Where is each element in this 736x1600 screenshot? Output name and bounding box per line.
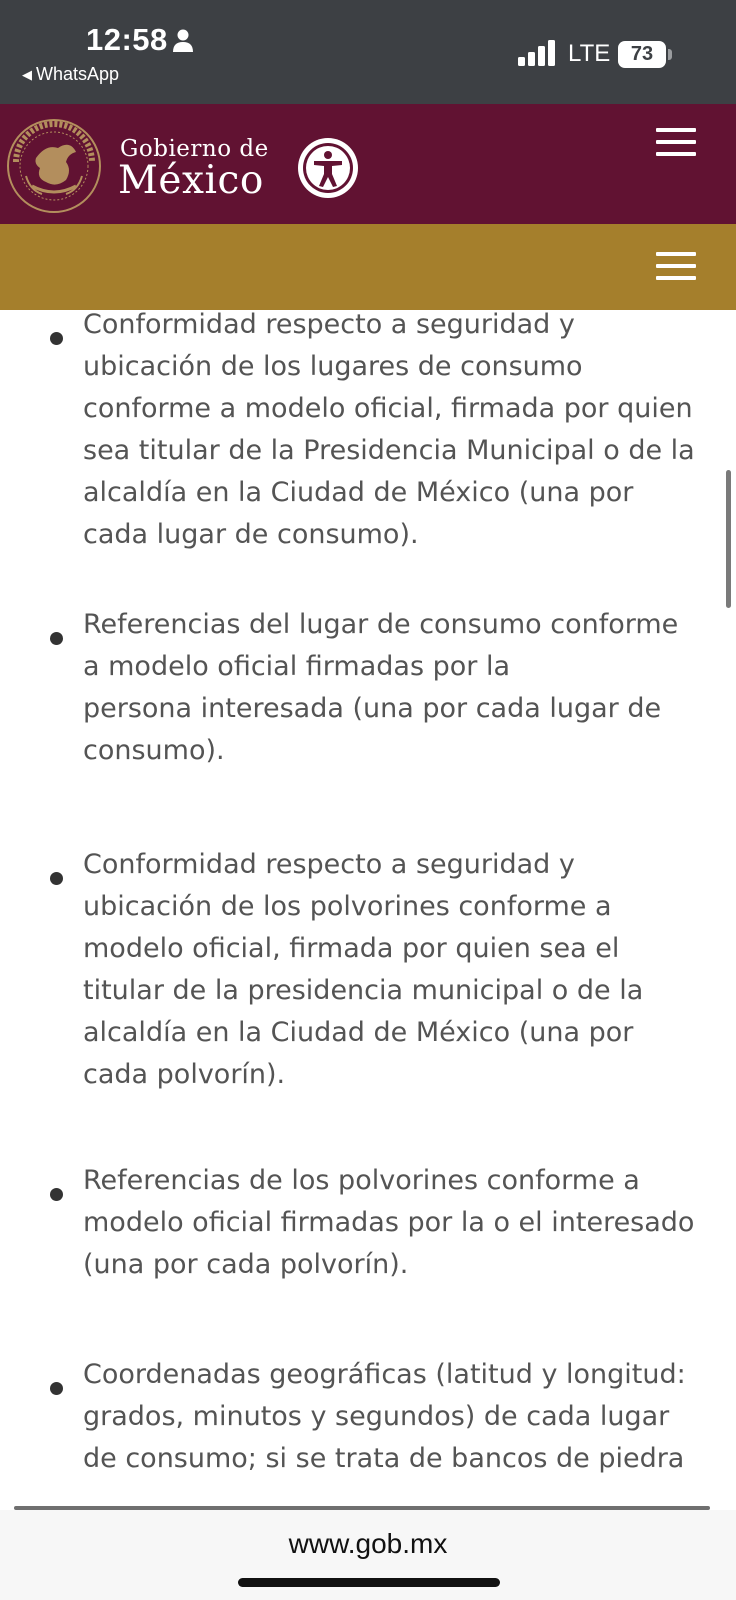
list-item-text: Conformidad respecto a seguridad y ubicación de los polvorines conforme a modelo oficial, firmada por quien sea el titular de la presidencia municipal o de la alcaldía en la Ciudad de México (una por cada polvorín). xyxy=(83,849,644,1090)
network-type: LTE xyxy=(568,40,611,67)
toolbar-handle[interactable] xyxy=(14,1506,710,1510)
hamburger-line xyxy=(656,128,696,132)
accessibility-icon[interactable] xyxy=(296,136,360,200)
list-item-text: Conformidad respecto a seguridad y ubicación de los lugares de consumo conforme a modelo oficial, firmada por quien sea titular de la Presidencia Municipal o de la alcaldía en la Ciudad de México (una por cada lugar de consumo). xyxy=(83,310,695,550)
hamburger-line xyxy=(656,264,696,268)
cellular-signal-icon xyxy=(518,40,556,66)
battery-icon xyxy=(618,41,666,68)
hamburger-line xyxy=(656,276,696,280)
url-field[interactable]: www.gob.mx xyxy=(288,1528,448,1559)
back-app-label: WhatsApp xyxy=(36,64,120,84)
bullet-icon xyxy=(50,632,63,645)
bullet-icon xyxy=(50,872,63,885)
back-triangle-icon: ◀ xyxy=(22,67,32,82)
battery-nub xyxy=(668,49,672,60)
back-to-app-link[interactable] xyxy=(22,64,119,85)
home-indicator[interactable] xyxy=(238,1578,500,1587)
scrollbar[interactable] xyxy=(726,470,731,608)
main-menu-button[interactable] xyxy=(656,128,696,156)
main-content xyxy=(0,310,736,1510)
list-item-text: Referencias del lugar de consumo conforme a modelo oficial firmadas por la persona interesada (una por cada lugar de consumo). xyxy=(83,609,679,766)
bullet-icon xyxy=(50,1188,63,1201)
bullet-icon xyxy=(50,332,63,345)
secondary-nav-bar xyxy=(0,224,736,310)
gov-title-line2: México xyxy=(118,158,264,203)
bullet-icon xyxy=(50,1382,63,1395)
mexico-seal-logo[interactable] xyxy=(6,118,102,214)
battery-level: 73 xyxy=(630,43,654,65)
hamburger-line xyxy=(656,140,696,144)
secondary-menu-button[interactable] xyxy=(656,252,696,280)
status-bar xyxy=(0,0,736,104)
gov-header xyxy=(0,104,736,224)
hamburger-line xyxy=(656,152,696,156)
list-item-text: Referencias de los polvorines conforme a modelo oficial firmadas por la o el interesado (una por cada polvorín). xyxy=(83,1165,695,1280)
gov-title-line1: Gobierno de xyxy=(120,136,269,162)
hamburger-line xyxy=(656,252,696,256)
list-item-text: Coordenadas geográficas (latitud y longitud: grados, minutos y segundos) de cada lugar de consumo; si se trata de bancos de piedra xyxy=(83,1359,686,1474)
clock: 12:58 xyxy=(86,22,168,57)
person-icon xyxy=(172,29,194,53)
